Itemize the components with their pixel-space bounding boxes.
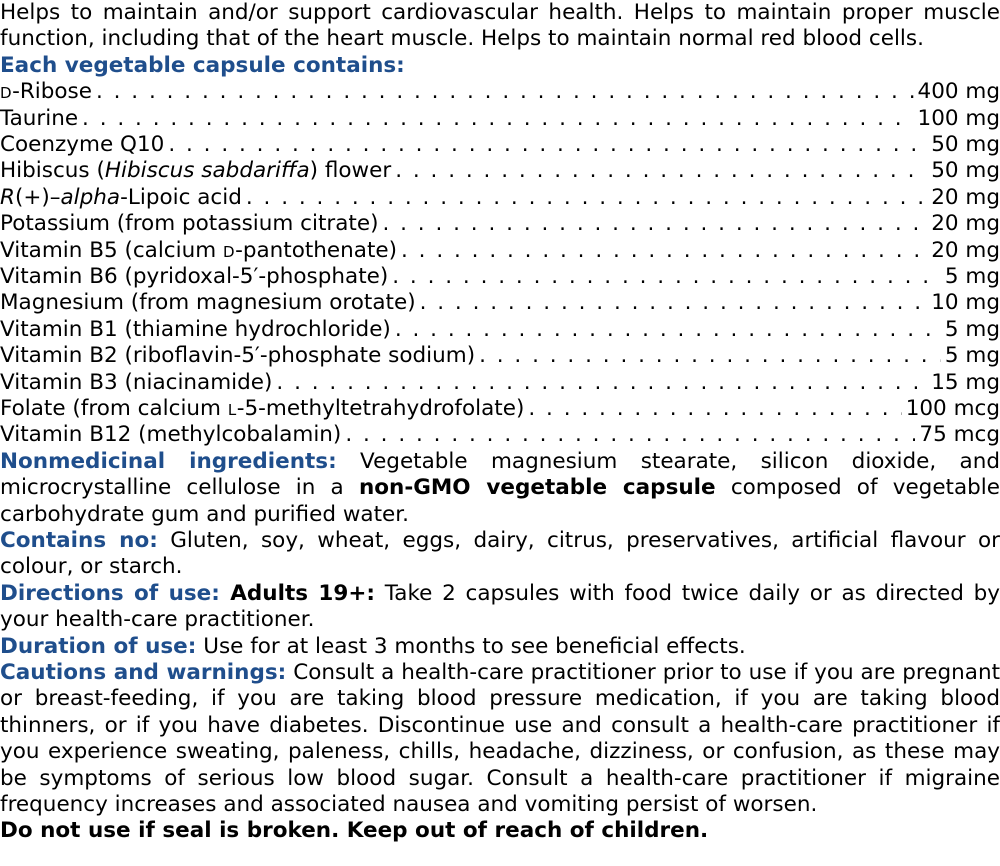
- ingredient-row: [0, 370, 1000, 396]
- ingredient-name: Vitamin B5 (calcium D-pantothenate): [0, 237, 397, 263]
- ingredient-row: [0, 132, 1000, 158]
- ingredient-amount: 15 mg: [931, 369, 1000, 395]
- dot-leader: [528, 396, 901, 422]
- duration-label: Duration of use:: [0, 633, 197, 659]
- ingredient-name: Potassium (from potassium citrate): [0, 211, 379, 237]
- directions-label: Directions of use:: [0, 580, 220, 606]
- dot-leader: [395, 158, 927, 184]
- dot-leader: [382, 211, 927, 237]
- ingredient-amount: 20 mg: [931, 237, 1000, 263]
- ingredient-amount: 50 mg: [931, 132, 1000, 157]
- ingredient-name: Hibiscus (Hibiscus sabdariffa) flower: [0, 158, 392, 184]
- dot-leader: [420, 290, 928, 316]
- dot-leader: [345, 422, 915, 448]
- ingredient-row: [0, 317, 1000, 343]
- dot-leader: [82, 106, 913, 132]
- dot-leader: [276, 370, 927, 396]
- ingredient-row: [0, 79, 1000, 105]
- cautions-paragraph: Cautions and warnings: Consult a health-care practitioner prior to use if you are pregnant or breast-feeding, if you are taking blood pressure medication, if you are taking blood thinners, or if you have diabetes. Discontinue use and consult a health-care practitioner if you experience sweating, paleness, chills, headache, dizziness, or confusion, as these may be symptoms of serious low blood sugar. Consult a health-care practitioner if migraine frequency increases and associated nausea and vomiting persist of worsen.: [0, 659, 1000, 817]
- dot-leader: [479, 343, 941, 369]
- ingredient-amount: 5 mg: [944, 316, 1000, 342]
- ingredient-row: [0, 238, 1000, 264]
- ingredient-name: Vitamin B3 (niacinamide): [0, 369, 273, 395]
- contains-no-label: Contains no:: [0, 527, 158, 553]
- ingredient-row: [0, 185, 1000, 211]
- ingredient-amount: 100 mg: [917, 105, 1000, 131]
- dot-leader: [96, 79, 914, 105]
- ingredient-row: [0, 106, 1000, 132]
- ingredient-name: Coenzyme Q10: [0, 132, 165, 157]
- dot-leader: [246, 185, 927, 211]
- ingredient-row: [0, 343, 1000, 369]
- ingredient-amount: 20 mg: [931, 211, 1000, 237]
- ingredient-amount: 75 mcg: [919, 422, 1000, 448]
- ingredient-amount: 100 mcg: [905, 395, 1000, 421]
- dot-leader: [395, 317, 941, 343]
- ingredient-name: Vitamin B6 (pyridoxal-5′-phosphate): [0, 263, 389, 289]
- directions-paragraph: Directions of use: Adults 19+: Take 2 capsules with food twice daily or as directed by your health-care practitioner.: [0, 580, 1000, 633]
- intro-paragraph: Helps to maintain and/or support cardiovascular health. Helps to maintain proper muscle function, including that of the heart muscle. Helps to maintain normal red blood cells.: [0, 0, 1000, 52]
- ingredient-list: [0, 79, 1000, 448]
- ingredient-row: [0, 264, 1000, 290]
- ingredient-amount: 10 mg: [931, 290, 1000, 316]
- ingredient-row: [0, 211, 1000, 237]
- ingredient-amount: 400 mg: [917, 79, 1000, 105]
- ingredient-amount: 20 mg: [931, 184, 1000, 210]
- ingredient-amount: 50 mg: [931, 158, 1000, 184]
- dot-leader: [401, 238, 927, 264]
- dot-leader: [168, 132, 927, 158]
- capsule-contents-heading: Each vegetable capsule contains:: [0, 52, 405, 78]
- cautions-label: Cautions and warnings:: [0, 659, 287, 685]
- ingredient-row: [0, 422, 1000, 448]
- ingredient-name: R(+)–alpha-Lipoic acid: [0, 184, 242, 210]
- duration-paragraph: Duration of use: Use for at least 3 months to see beneficial effects.: [0, 633, 746, 659]
- ingredient-row: [0, 396, 1000, 422]
- contains-no-paragraph: Contains no: Gluten, soy, wheat, eggs, dairy, citrus, preservatives, artificial flavour or colour, or starch.: [0, 527, 1000, 580]
- nonmedicinal-label: Nonmedicinal ingredients:: [0, 448, 337, 474]
- ingredient-row: [0, 290, 1000, 316]
- ingredient-name: Magnesium (from magnesium orotate): [0, 290, 416, 316]
- ingredient-name: D-Ribose: [0, 79, 92, 105]
- ingredient-name: Vitamin B12 (methylcobalamin): [0, 422, 342, 448]
- ingredient-amount: 5 mg: [944, 263, 1000, 289]
- final-warning: Do not use if seal is broken. Keep out of reach of children.: [0, 818, 709, 844]
- ingredient-name: Vitamin B1 (thiamine hydrochloride): [0, 316, 391, 342]
- ingredient-name: Folate (from calcium L-5-methyltetrahydrofolate): [0, 395, 525, 421]
- nonmedicinal-paragraph: Nonmedicinal ingredients: Vegetable magnesium stearate, silicon dioxide, and microcrystalline cellulose in a non-GMO vegetable capsule composed of vegetable carbohydrate gum and purified water.: [0, 448, 1000, 527]
- ingredient-name: Taurine: [0, 105, 79, 131]
- dot-leader: [392, 264, 941, 290]
- ingredient-amount: 5 mg: [944, 343, 1000, 369]
- ingredient-row: [0, 158, 1000, 184]
- ingredient-name: Vitamin B2 (riboflavin-5′-phosphate sodium): [0, 343, 476, 369]
